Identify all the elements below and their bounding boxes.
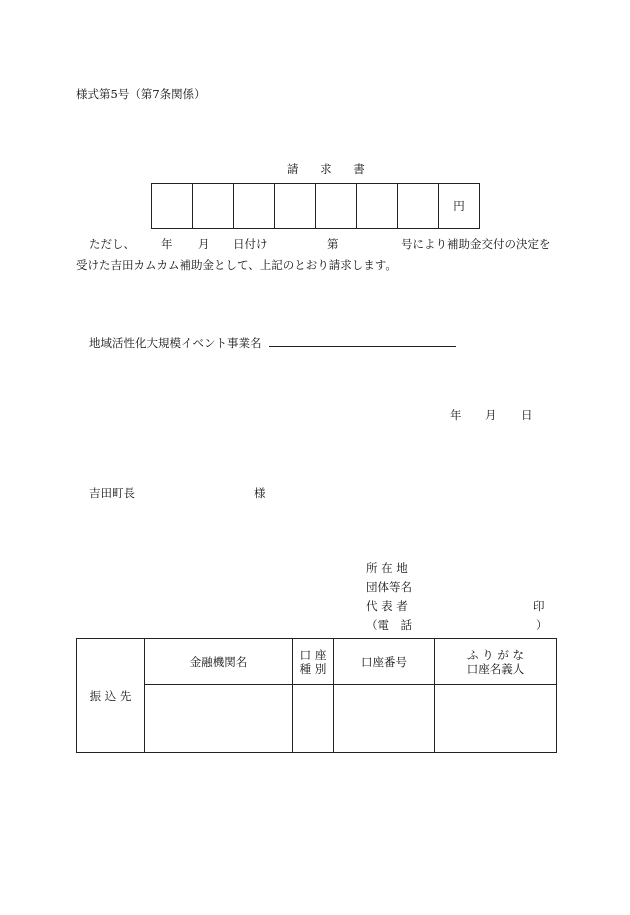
event-name-label: 地域活性化大規模イベント事業名 <box>89 336 262 350</box>
paragraph-month: 月 <box>198 237 210 251</box>
applicant-tel-label: （電 話 <box>366 618 412 632</box>
date-day: 日 <box>521 408 533 422</box>
applicant-representative-label: 代 表 者 <box>366 599 408 613</box>
paragraph-prefix: ただし、 <box>89 237 135 251</box>
amount-digit-box[interactable] <box>234 184 275 228</box>
applicant-group-label: 団体等名 <box>366 580 412 594</box>
date-month: 月 <box>485 408 497 422</box>
paragraph-line2: 受けた吉田カムカム補助金として、上記のとおり請求します。 <box>76 258 397 272</box>
account-type-header: 口 座 種 別 <box>293 639 334 685</box>
amount-digit-box[interactable] <box>398 184 439 228</box>
amount-digit-box[interactable] <box>193 184 234 228</box>
date-year: 年 <box>450 408 462 422</box>
applicant-address-label: 所 在 地 <box>366 561 408 575</box>
amount-unit: 円 <box>453 199 465 213</box>
amount-digit-box[interactable] <box>357 184 398 228</box>
bank-transfer-table <box>76 638 557 753</box>
account-number-header: 口座番号 <box>334 639 435 685</box>
document-title: 請 求 書 <box>287 162 374 176</box>
addressee-honorific: 様 <box>254 486 266 500</box>
amount-digit-box[interactable] <box>316 184 357 228</box>
addressee-name: 吉田町長 <box>89 486 135 500</box>
bank-name-cell[interactable] <box>145 685 293 753</box>
paragraph-dai: 第 <box>327 237 339 251</box>
form-number: 様式第5号（第7条関係） <box>76 87 206 101</box>
amount-digit-box[interactable] <box>275 184 316 228</box>
transfer-destination-label: 振 込 先 <box>77 639 145 753</box>
account-number-cell[interactable] <box>334 685 435 753</box>
paragraph-year: 年 <box>161 237 173 251</box>
paragraph-date-suffix: 日付け <box>233 237 268 251</box>
event-name-field[interactable] <box>269 346 456 347</box>
applicant-tel-close: ） <box>536 618 548 632</box>
amount-unit-box <box>439 184 479 228</box>
bank-name-header: 金融機関名 <box>145 639 293 685</box>
amount-digit-box[interactable] <box>152 184 193 228</box>
account-type-cell[interactable] <box>293 685 334 753</box>
seal-mark: 印 <box>533 599 545 613</box>
account-holder-header: ふ り が な 口座名義人 <box>435 639 557 685</box>
paragraph-rest: 号により補助金交付の決定を <box>401 237 551 251</box>
account-holder-cell[interactable] <box>435 685 557 753</box>
amount-boxes <box>151 183 480 229</box>
